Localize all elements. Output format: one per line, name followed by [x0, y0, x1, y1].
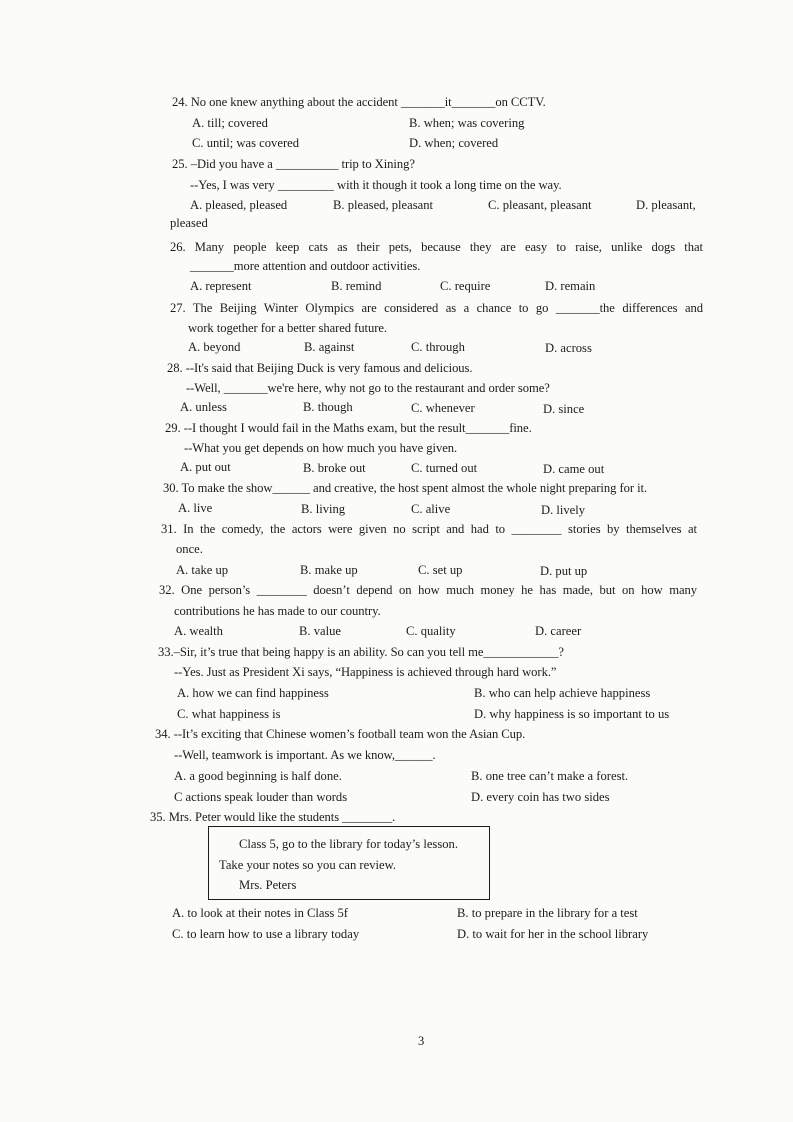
q31-option-c: C. set up — [418, 563, 463, 577]
notice-line-1: Class 5, go to the library for today’s lesson. — [239, 837, 458, 851]
q34-option-d: D. every coin has two sides — [471, 790, 610, 804]
q30-option-a: A. live — [178, 501, 213, 515]
q35-option-c: C. to learn how to use a library today — [172, 927, 360, 941]
q30-stem: 30. To make the show______ and creative, the host spent almost the whole night preparing for it. — [163, 481, 648, 495]
q25-option-d: D. pleasant, — [636, 198, 696, 212]
q25-option-b: B. pleased, pleasant — [333, 198, 434, 212]
notice-signature: Mrs. Peters — [239, 878, 297, 892]
q26-option-c: C. require — [440, 279, 491, 293]
q31-option-b: B. make up — [300, 563, 358, 577]
q35-option-b: B. to prepare in the library for a test — [457, 906, 638, 920]
q24-option-a: A. till; covered — [192, 116, 268, 130]
q31-stem-line2: once. — [176, 542, 203, 556]
q32-stem: 32. One person’s ________ doesn’t depend on how much money he has made, but on how many — [159, 583, 697, 597]
q34-option-b: B. one tree can’t make a forest. — [471, 769, 629, 783]
q35-option-d: D. to wait for her in the school library — [457, 927, 649, 941]
q26-option-b: B. remind — [331, 279, 382, 293]
q32-option-a: A. wealth — [174, 624, 223, 638]
q27-option-d: D. across — [545, 341, 592, 355]
q29-option-b: B. broke out — [303, 461, 366, 475]
q33-option-b: B. who can help achieve happiness — [474, 686, 651, 700]
q33-stem-line2: --Yes. Just as President Xi says, “Happiness is achieved through hard work.” — [174, 665, 557, 679]
q25-stem-line2: --Yes, I was very _________ with it though it took a long time on the way. — [190, 178, 562, 192]
q33-option-c: C. what happiness is — [177, 707, 281, 721]
q32-option-d: D. career — [535, 624, 582, 638]
q35-option-a: A. to look at their notes in Class 5f — [172, 906, 348, 920]
q27-stem: 27. The Beijing Winter Olympics are considered as a chance to go _______the differences and — [170, 301, 703, 315]
q28-stem: 28. --It's said that Beijing Duck is very famous and delicious. — [167, 361, 473, 375]
q27-option-a: A. beyond — [188, 340, 241, 354]
q24-option-b: B. when; was covering — [409, 116, 525, 130]
q25-stem: 25. –Did you have a __________ trip to Xining? — [172, 157, 415, 171]
q32-option-b: B. value — [299, 624, 341, 638]
q29-stem-line2: --What you get depends on how much you have given. — [184, 441, 458, 455]
q24-option-c: C. until; was covered — [192, 136, 300, 150]
q35-stem: 35. Mrs. Peter would like the students ________. — [150, 810, 396, 824]
q34-option-a: A. a good beginning is half done. — [174, 769, 342, 783]
page-number: 3 — [418, 1034, 425, 1048]
q25-option-d-cont: pleased — [170, 216, 208, 230]
q28-option-d: D. since — [543, 402, 585, 416]
q30-option-b: B. living — [301, 502, 346, 516]
q32-option-c: C. quality — [406, 624, 456, 638]
notice-line-2: Take your notes so you can review. — [219, 858, 397, 872]
q33-stem: 33.–Sir, it’s true that being happy is an ability. So can you tell me____________? — [158, 645, 564, 659]
q27-option-c: C. through — [411, 340, 465, 354]
q28-option-b: B. though — [303, 400, 353, 414]
q28-stem-line2: --Well, _______we're here, why not go to the restaurant and order some? — [186, 381, 550, 395]
q29-option-d: D. came out — [543, 462, 605, 476]
q26-stem-line2: _______more attention and outdoor activities. — [190, 259, 421, 273]
q29-stem: 29. --I thought I would fail in the Maths exam, but the result_______fine. — [165, 421, 532, 435]
q34-stem: 34. --It’s exciting that Chinese women’s football team won the Asian Cup. — [155, 727, 526, 741]
q28-option-a: A. unless — [180, 400, 227, 414]
q24-stem: 24. No one knew anything about the accident _______it_______on CCTV. — [172, 95, 546, 109]
q34-option-c: C actions speak louder than words — [174, 790, 348, 804]
q25-option-c: C. pleasant, pleasant — [488, 198, 592, 212]
q31-option-a: A. take up — [176, 563, 229, 577]
q28-option-c: C. whenever — [411, 401, 475, 415]
q30-option-c: C. alive — [411, 502, 451, 516]
q31-option-d: D. put up — [540, 564, 588, 578]
q33-option-a: A. how we can find happiness — [177, 686, 329, 700]
q25-option-a: A. pleased, pleased — [190, 198, 288, 212]
q27-option-b: B. against — [304, 340, 355, 354]
q26-option-a: A. represent — [190, 279, 252, 293]
q29-option-a: A. put out — [180, 460, 231, 474]
q33-option-d: D. why happiness is so important to us — [474, 707, 670, 721]
q29-option-c: C. turned out — [411, 461, 478, 475]
q27-stem-line2: work together for a better shared future. — [188, 321, 388, 335]
q24-option-d: D. when; covered — [409, 136, 499, 150]
q32-stem-line2: contributions he has made to our country. — [174, 604, 381, 618]
q26-stem: 26. Many people keep cats as their pets, because they are easy to raise, unlike dogs that — [170, 240, 703, 254]
q30-option-d: D. lively — [541, 503, 586, 517]
q34-stem-line2: --Well, teamwork is important. As we know,______. — [174, 748, 436, 762]
q26-option-d: D. remain — [545, 279, 596, 293]
q31-stem: 31. In the comedy, the actors were given no script and had to ________ stories by themselves at — [161, 522, 697, 536]
